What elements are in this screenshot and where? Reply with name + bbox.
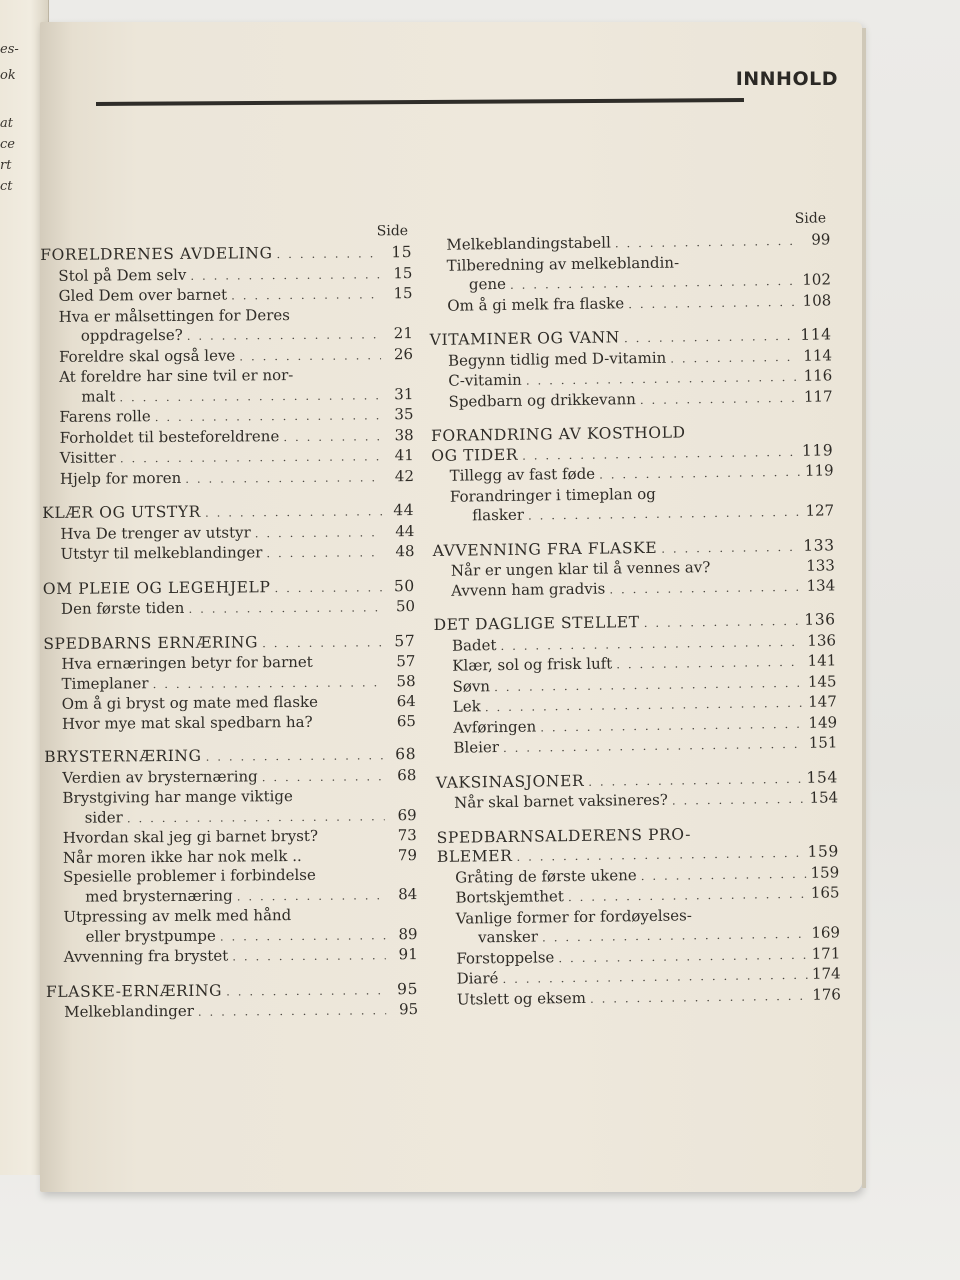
toc-entry-title: FLASKE-ERNÆRING (45, 981, 223, 1001)
leader-dots (255, 523, 383, 544)
leader-dots (205, 502, 382, 523)
leader-dots (295, 919, 385, 920)
leader-dots (306, 860, 385, 861)
toc-entry-title: Forandringer i timeplan og (449, 484, 656, 506)
toc-page-number: 114 (803, 345, 833, 365)
toc-entry-title: Avvenning fra brystet (63, 946, 229, 966)
toc-page-number: 154 (809, 788, 839, 807)
toc-page-number: 79 (397, 845, 418, 864)
toc-page-number: 15 (393, 263, 413, 282)
leader-dots (558, 945, 808, 968)
toc-page-number: 174 (811, 964, 841, 983)
leader-dots (568, 885, 807, 908)
toc-entry-title: Melkeblandingstabell (446, 233, 611, 254)
toc-entry-title: KLÆR OG UTSTYR (42, 502, 201, 522)
toc-entry-title: Spesielle problemer i forbindelse (63, 865, 316, 886)
toc-entry-title: Stol på Dem selv (58, 265, 187, 285)
toc-entry (41, 345, 413, 368)
toc-entry (429, 291, 831, 317)
leader-dots (590, 986, 809, 1009)
leader-dots (266, 543, 382, 563)
leader-dots (190, 265, 380, 286)
toc-page-number: 68 (397, 765, 417, 784)
leader-dots (641, 864, 807, 886)
page-title: INNHOLD (735, 68, 838, 90)
toc-entry (45, 885, 417, 908)
facing-page-fragment: rt (0, 158, 12, 173)
leader-dots (616, 653, 804, 675)
toc-page-number: 169 (811, 923, 841, 942)
toc-entry (41, 405, 413, 428)
toc-entry-title: vansker (477, 927, 539, 947)
toc-entry (40, 264, 412, 287)
toc-entry-title: C-vitamin (448, 370, 522, 390)
toc-entry-title: Om å gi bryst og mate med flaske (61, 692, 319, 713)
toc-entry-title: At foreldre har sine tvil er nor- (59, 366, 294, 386)
leader-dots (317, 726, 384, 727)
toc-page-number: 108 (802, 290, 832, 310)
toc-section-heading (43, 577, 415, 600)
toc-page-number: 58 (396, 671, 416, 690)
toc-entry-title: SPEDBARNS ERNÆRING (43, 632, 259, 653)
facing-page-fragment: ok (0, 68, 16, 83)
leader-dots (155, 406, 382, 427)
leader-dots (297, 379, 381, 380)
toc-entry-title: Vanlige former for fordøyelses- (455, 905, 693, 928)
toc-entry-title: Melkeblandinger (64, 1001, 194, 1021)
toc-entry-title: Avvenn ham gradvis (451, 579, 606, 600)
toc-entry-title: Søvn (452, 676, 491, 696)
toc-section (40, 243, 414, 490)
toc-page-number: 134 (806, 575, 836, 595)
toc-page-number: 171 (811, 943, 841, 963)
toc-page-number: 147 (808, 692, 837, 711)
toc-entry (41, 385, 413, 408)
leader-dots (283, 427, 382, 447)
toc-entry-title: eller brystpumpe (85, 926, 216, 946)
toc-page-number: 69 (397, 805, 417, 824)
toc-section (434, 610, 838, 759)
toc-entry-title: Tilberedning av melkeblandin- (446, 252, 680, 275)
toc-page-number: 57 (396, 652, 416, 671)
toc-page-number: 15 (393, 284, 413, 303)
facing-page-fragment: at (0, 116, 13, 131)
toc-entry-title: Hva De trenger av utstyr (60, 522, 251, 543)
toc-page-number: 41 (394, 446, 414, 465)
toc-entry-title: SPEDBARNSALDERENS PRO- (436, 824, 692, 847)
toc-page-number: 84 (398, 884, 418, 903)
toc-page-number: 149 (808, 712, 838, 732)
leader-dots (542, 925, 808, 948)
toc-entry-title: Når moren ikke har nok melk .. (62, 846, 302, 867)
toc-entry (44, 766, 416, 789)
leader-dots (187, 325, 381, 346)
toc-page-number: 50 (393, 576, 415, 595)
toc-page-number: 176 (812, 984, 842, 1004)
toc-section-heading (42, 501, 414, 524)
leader-dots (615, 232, 799, 254)
leader-dots (276, 244, 380, 264)
leader-dots (188, 598, 383, 619)
leader-dots (226, 981, 386, 1002)
toc-entry-title: Bleier (453, 738, 500, 757)
toc-page-number: 15 (391, 243, 413, 262)
toc-entry-title: AVVENNING FRA FLASKE (432, 538, 658, 560)
toc-entry-title: Hjelp for moren (59, 468, 182, 488)
leader-dots (628, 292, 799, 314)
toc-entry-title: Klær, sol og frisk luft (452, 654, 613, 675)
leader-dots (239, 346, 381, 367)
leader-dots (119, 386, 381, 408)
toc-entry (430, 387, 832, 413)
toc-page-number: 151 (808, 733, 838, 752)
toc-entry-title: Utstyr til melkeblandinger (60, 543, 263, 563)
toc-section (44, 745, 418, 968)
toc-entry-title: Når er ungen klar til å vennes av? (450, 558, 711, 580)
leader-dots (317, 666, 384, 667)
toc-page-number: 89 (398, 924, 418, 943)
toc-entry-title: Begynn tidlig med D-vitamin (447, 348, 667, 370)
leader-dots (262, 767, 385, 787)
leader-dots (185, 468, 382, 489)
toc-section (43, 632, 416, 734)
toc-entry (433, 576, 835, 602)
leader-dots (714, 571, 802, 572)
toc-page-number: 65 (396, 711, 416, 730)
leader-dots (588, 769, 803, 791)
toc-page-number: 21 (393, 324, 413, 343)
toc-entry-title: Badet (451, 635, 497, 655)
toc-section-heading (46, 980, 418, 1003)
toc-page-number: 95 (398, 1000, 419, 1019)
toc-entry-title: Diaré (456, 969, 499, 988)
toc-entry-title: BLEMER (436, 846, 513, 866)
toc-entry (435, 733, 837, 759)
toc-entry-title: Verdien av brysternæring (62, 766, 258, 787)
toc-entry (40, 284, 412, 307)
toc-entry-title: Hvordan skal jeg gi barnet bryst? (62, 826, 319, 847)
toc-page-number: 127 (805, 501, 835, 520)
toc-page-number: 136 (807, 630, 837, 650)
toc-entry-title: Hva er målsettingen for Deres (58, 305, 290, 326)
toc-page-number: 159 (810, 862, 840, 882)
toc-entry-title: oppdragelse? (80, 325, 183, 345)
toc-entry-title: Hvor mye mat skal spedbarn ha? (61, 712, 313, 733)
leader-dots (510, 272, 799, 296)
leader-dots (205, 746, 384, 767)
toc-page-number: 64 (396, 692, 416, 711)
toc-entry-title: Om å gi melk fra flaske (447, 293, 625, 315)
toc-entry (42, 467, 414, 490)
leader-dots (644, 612, 801, 634)
leader-dots (683, 265, 799, 267)
facing-page-fragment: ce (0, 137, 15, 152)
leader-dots (528, 503, 802, 526)
leader-dots (232, 946, 386, 967)
leader-dots (503, 735, 805, 759)
toc-entry (45, 806, 417, 829)
toc-section (43, 577, 415, 621)
toc-entry-title: Hva ernæringen betyr for barnet (61, 652, 313, 673)
toc-entry-title: VAKSINASJONER (435, 771, 585, 792)
toc-section (436, 768, 839, 815)
toc-entry-title: Gråting de første ukene (455, 865, 637, 887)
toc-entry (439, 985, 841, 1011)
toc-entry (43, 542, 415, 565)
toc-section (428, 230, 831, 317)
toc-section-heading (44, 745, 416, 768)
leader-dots (516, 844, 803, 868)
toc-page-number: 99 (811, 230, 831, 249)
toc-page-number: 117 (803, 386, 833, 406)
toc-entry (46, 925, 418, 948)
toc-section (46, 980, 418, 1024)
leader-dots (526, 368, 800, 391)
toc-page-number: 26 (393, 344, 414, 363)
toc-entry-title: malt (81, 386, 116, 406)
toc-entry-title: Tillegg av fast føde (449, 464, 596, 485)
toc-entry (44, 672, 416, 695)
toc-entry (42, 446, 414, 469)
toc-section-heading (43, 632, 415, 655)
toc-page-number: 136 (804, 610, 836, 629)
page-stack-edge (862, 28, 866, 1188)
toc-page-number: 141 (807, 651, 837, 670)
toc-page-number: 44 (395, 521, 415, 540)
toc-page-number: 48 (395, 542, 415, 561)
toc-entry (46, 1000, 418, 1023)
toc-page-number: 119 (801, 440, 834, 460)
leader-dots (670, 347, 799, 368)
leader-dots (262, 633, 383, 653)
toc-entry-title: OM PLEIE OG LEGEHJELP (42, 577, 271, 598)
toc-section (430, 325, 833, 413)
toc-left-column (40, 223, 418, 1037)
toc-entry-title: flasker (472, 505, 525, 525)
toc-entry-title: Farens rolle (59, 407, 151, 426)
leader-dots (522, 442, 798, 465)
leader-dots (695, 837, 807, 839)
leader-dots (297, 800, 385, 801)
toc-page-number: 91 (398, 945, 418, 964)
toc-entry (432, 501, 834, 527)
leader-dots (120, 447, 382, 469)
toc-entry (436, 788, 838, 814)
toc-page-number: 73 (397, 826, 417, 845)
leader-dots (152, 673, 383, 694)
leader-dots (540, 714, 805, 737)
toc-entry-title: Gled Dem over barnet (58, 285, 228, 305)
toc-entry-title: Forstoppelse (456, 947, 555, 968)
toc-entry-title: Brystgiving har mange viktige (62, 787, 293, 807)
toc-page-number: 42 (394, 466, 415, 485)
toc-entry-title: Utpressing av melk med hånd (63, 906, 292, 926)
leader-dots (198, 1001, 386, 1022)
leader-dots (231, 285, 381, 306)
toc-entry-title: Utslett og eksem (456, 988, 587, 1009)
toc-entry-title: OG TIDER (431, 445, 519, 465)
toc-page-number: 35 (394, 405, 414, 424)
side-label: Side (794, 210, 827, 227)
toc-entry-title: Foreldre skal også leve (58, 345, 236, 366)
toc-entry-title: Den første tiden (60, 598, 185, 618)
toc-entry-title: DET DAGLIGE STELLET (433, 613, 640, 634)
leader-dots (624, 327, 797, 349)
toc-page-number: 154 (806, 767, 838, 787)
toc-entry-title: Bortskjemthet (455, 887, 565, 907)
toc-entry (43, 597, 415, 620)
toc-page-number: 57 (394, 631, 416, 650)
toc-entry-title: FORELDRENES AVDELING (40, 244, 273, 264)
leader-dots (661, 537, 799, 558)
toc-entry-title: Visitter (59, 448, 116, 467)
toc-page-number: 95 (396, 979, 419, 998)
leader-dots (640, 388, 800, 410)
leader-dots (237, 886, 386, 907)
leader-dots (320, 879, 385, 880)
toc-page-number: 68 (395, 745, 417, 764)
leader-dots (599, 463, 801, 485)
toc-entry (46, 945, 418, 968)
toc-entry-title: Spedbarn og drikkevann (448, 389, 636, 411)
toc-page-number: 133 (803, 535, 835, 555)
toc-entry (42, 426, 414, 449)
toc-entry-title: FORANDRING AV KOSTHOLD (430, 423, 686, 445)
toc-entry-title: BRYSTERNÆRING (44, 746, 202, 766)
leader-dots (609, 577, 803, 599)
toc-entry-title: Forholdet til besteforeldrene (59, 426, 280, 447)
leader-dots (660, 496, 802, 498)
toc-page-number: 145 (807, 671, 837, 691)
leader-dots (220, 926, 386, 947)
side-label: Side (376, 223, 409, 240)
toc-page-number: 119 (804, 461, 834, 480)
toc-page-number: 159 (807, 842, 840, 861)
toc-page-number: 38 (394, 425, 414, 444)
toc-section (42, 501, 414, 565)
toc-entry-title: sider (84, 807, 123, 827)
leader-dots (672, 790, 806, 811)
toc-entry-title: Lek (452, 697, 481, 716)
toc-right-column (428, 210, 841, 1025)
toc-entry-title: Avføringen (453, 717, 537, 737)
toc-page-number: 165 (810, 883, 840, 902)
leader-dots (690, 436, 801, 438)
leader-dots (274, 578, 383, 598)
toc-page-number: 114 (800, 325, 832, 344)
toc-entry-title: gene (468, 274, 507, 294)
leader-dots (127, 807, 385, 829)
toc-section-heading (40, 243, 412, 266)
toc-entry-title: VITAMINER OG VANN (429, 328, 620, 349)
toc-section (431, 421, 834, 527)
facing-page-fragment: ct (0, 179, 13, 194)
facing-page-fragment: es- (0, 42, 19, 57)
toc-page-number: 102 (802, 270, 832, 289)
toc-entry-title: med brysternæring (85, 886, 233, 906)
toc-entry-title: Når skal barnet vaksineres? (454, 790, 668, 812)
toc-entry-title: Timeplaner (61, 673, 149, 693)
leader-dots (696, 918, 808, 920)
toc-page-number: 116 (803, 366, 833, 385)
toc-entry (41, 324, 413, 347)
toc-page-number: 31 (394, 384, 414, 403)
toc-entry (44, 712, 416, 734)
toc-page-number: 44 (393, 501, 415, 520)
leader-dots (294, 319, 381, 320)
toc-section (437, 823, 842, 1011)
toc-section (433, 536, 836, 602)
toc-page-number: 133 (806, 556, 836, 575)
toc-entry (42, 522, 414, 545)
toc-page-number: 50 (395, 597, 416, 616)
